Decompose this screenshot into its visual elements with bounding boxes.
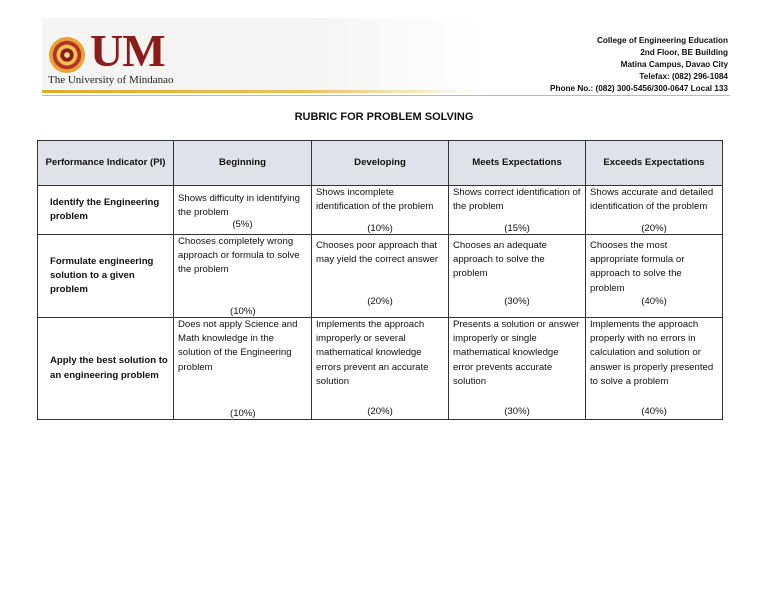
cell-percent: (30%) xyxy=(504,405,530,417)
contact-line: 2nd Floor, BE Building xyxy=(640,48,728,57)
university-name: The University of Mindanao xyxy=(48,74,174,86)
rubric-cell xyxy=(312,186,449,235)
cell-percent: (10%) xyxy=(367,222,393,234)
cell-percent: (15%) xyxy=(504,222,530,234)
cell-percent: (10%) xyxy=(230,305,256,317)
contact-block xyxy=(550,35,728,95)
table-row xyxy=(38,318,723,420)
header-gold-rule xyxy=(42,90,482,93)
cell-text: Implements the approach improperly or several mathematical knowledge errors prevent an accurate solution xyxy=(316,319,429,387)
rubric-cell xyxy=(449,186,586,235)
cell-text: Shows correct identification of the problem xyxy=(453,187,581,213)
rubric-cell xyxy=(174,186,312,235)
cell-percent: (30%) xyxy=(504,295,530,307)
cell-text: Chooses poor approach that may yield the correct answer xyxy=(316,240,439,266)
cell-text: Shows accurate and detailed identification of the problem xyxy=(590,187,714,213)
cell-text: Presents a solution or answer improperly or single mathematical knowledge error prevents accurate solution xyxy=(453,319,580,387)
rubric-cell xyxy=(312,318,449,420)
cell-percent: (20%) xyxy=(641,222,667,234)
column-header: Performance Indicator (PI) xyxy=(38,141,174,186)
column-header: Beginning xyxy=(174,141,312,186)
logo-wordmark: UM xyxy=(90,25,165,76)
column-header: Meets Expectations xyxy=(449,141,586,186)
rubric-cell xyxy=(586,186,723,235)
column-header: Exceeds Expectations xyxy=(586,141,723,186)
cell-percent: (10%) xyxy=(230,407,256,419)
cell-text: Implements the approach properly with no errors in calculation and solution or answer is properly presented to solve a problem xyxy=(590,319,714,387)
cell-percent: (5%) xyxy=(232,218,253,230)
rubric-cell xyxy=(586,235,723,318)
rubric-table xyxy=(37,140,723,420)
rubric-cell xyxy=(449,318,586,420)
cell-percent: (20%) xyxy=(367,295,393,307)
cell-text: Does not apply Science and Math knowledge in the solution of the Engineering problem xyxy=(178,319,298,373)
rubric-cell xyxy=(174,318,312,420)
table-row xyxy=(38,186,723,235)
document-title: RUBRIC FOR PROBLEM SOLVING xyxy=(294,111,474,123)
cell-text: Chooses completely wrong approach or formula to solve the problem xyxy=(178,236,300,276)
university-seal-icon xyxy=(48,36,86,74)
cell-text: Shows incomplete identification of the problem xyxy=(316,187,434,213)
cell-percent: (40%) xyxy=(641,405,667,417)
indicator-cell: Identify the Engineering problem xyxy=(38,186,174,235)
rubric-cell xyxy=(586,318,723,420)
cell-percent: (40%) xyxy=(641,295,667,307)
contact-line: Telefax: (082) 296-1084 xyxy=(639,72,728,81)
rubric-cell xyxy=(174,235,312,318)
table-row xyxy=(38,235,723,318)
header-divider xyxy=(42,95,730,96)
cell-text: Chooses the most appropriate formula or approach to solve the problem xyxy=(590,240,685,294)
contact-line: Matina Campus, Davao City xyxy=(620,60,728,69)
cell-percent: (20%) xyxy=(367,405,393,417)
column-header: Developing xyxy=(312,141,449,186)
cell-text: Chooses an adequate approach to solve the problem xyxy=(453,240,547,280)
contact-line: College of Engineering Education xyxy=(596,36,728,45)
indicator-cell: Apply the best solution to an engineering problem xyxy=(38,318,174,420)
contact-line: Phone No.: (082) 300-5456/300-0647 Local 133 xyxy=(550,84,728,93)
rubric-cell xyxy=(312,235,449,318)
indicator-cell: Formulate engineering solution to a given problem xyxy=(38,235,174,318)
table-header-row xyxy=(38,141,723,186)
cell-text: Shows difficulty in identifying the problem xyxy=(178,193,300,219)
rubric-cell xyxy=(449,235,586,318)
